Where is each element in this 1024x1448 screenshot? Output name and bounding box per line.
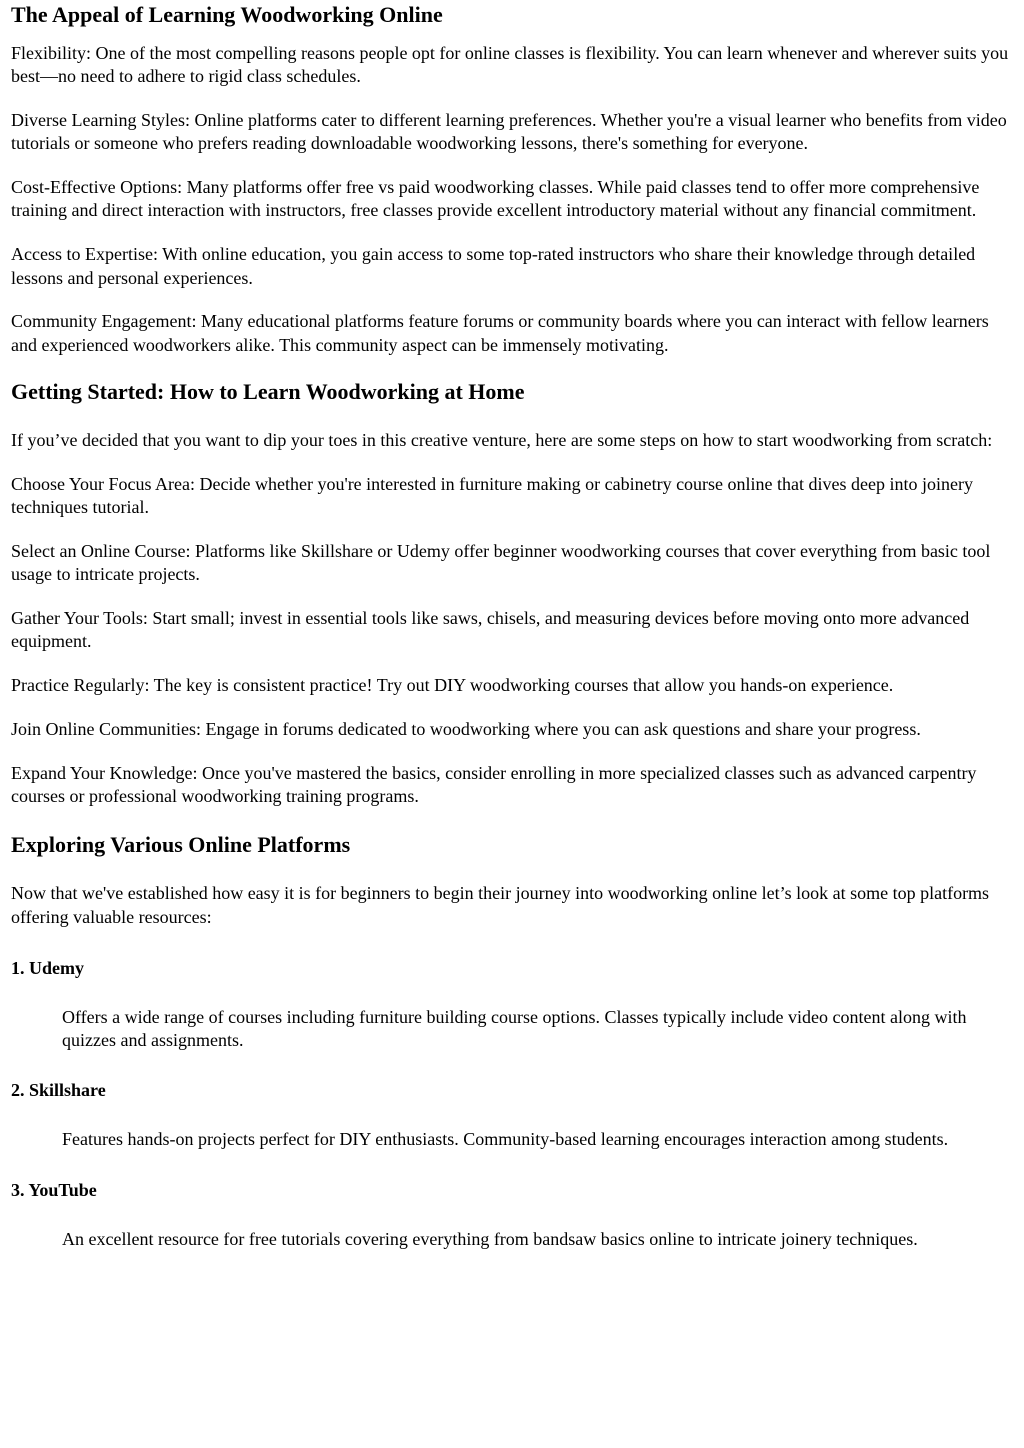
platform-title-skillshare: 2. Skillshare	[11, 1080, 106, 1101]
heading-appeal: The Appeal of Learning Woodworking Online	[11, 2, 443, 27]
paragraph-focus-area: Choose Your Focus Area: Decide whether you're interested in furniture making or cabinetry course online that dives deep into joinery techniques tutorial.	[11, 473, 973, 518]
paragraph-learning-styles: Diverse Learning Styles: Online platforms cater to different learning preferences. Whether you're a visual learner who benefits from video tutorials or someone who prefers reading downloadable woodworking lessons, there's something for everyone.	[11, 110, 1007, 154]
paragraph-intro-steps: If you’ve decided that you want to dip your toes in this creative venture, here are some steps on how to start woodworking from scratch:	[11, 429, 993, 450]
platform-title-youtube: 3. YouTube	[11, 1179, 97, 1200]
article	[0, 2, 1024, 1251]
paragraph-online-course: Select an Online Course: Platforms like Skillshare or Udemy offer beginner woodworking courses that cover everything from basic tool usage to intricate projects.	[11, 540, 991, 585]
paragraph-community: Community Engagement: Many educational platforms feature forums or community boards where you can interact with fellow learners and experienced woodworkers alike. This community aspect can be immensely motivating.	[11, 311, 989, 355]
platform-title-udemy: 1. Udemy	[11, 957, 84, 978]
paragraph-expand-knowledge: Expand Your Knowledge: Once you've mastered the basics, consider enrolling in more specialized classes such as advanced carpentry courses or professional woodworking training programs.	[11, 762, 977, 806]
platform-description-udemy: Offers a wide range of courses including furniture building course options. Classes typically include video content along with quizzes and assignments.	[62, 1006, 967, 1051]
platform-description-youtube: An excellent resource for free tutorials covering everything from bandsaw basics online to intricate joinery techniques.	[62, 1228, 918, 1249]
heading-getting-started: Getting Started: How to Learn Woodworking at Home	[11, 378, 525, 404]
paragraph-practice: Practice Regularly: The key is consistent practice! Try out DIY woodworking courses that allow you hands-on experience.	[11, 675, 894, 696]
platform-description-skillshare: Features hands-on projects perfect for DIY enthusiasts. Community-based learning encourages interaction among students.	[62, 1129, 949, 1150]
paragraph-flexibility: Flexibility: One of the most compelling reasons people opt for online classes is flexibility. You can learn whenever and wherever suits you best—no need to adhere to rigid class schedules.	[11, 43, 1009, 87]
paragraph-cost-effective: Cost-Effective Options: Many platforms offer free vs paid woodworking classes. While paid classes tend to offer more comprehensive training and direct interaction with instructors, free classes provide excellent introductory material without any financial commitment.	[11, 177, 980, 221]
paragraph-expertise: Access to Expertise: With online education, you gain access to some top-rated instructors who share their knowledge through detailed lessons and personal experiences.	[11, 244, 976, 288]
heading-platforms: Exploring Various Online Platforms	[11, 832, 351, 858]
paragraph-tools: Gather Your Tools: Start small; invest in essential tools like saws, chisels, and measuring devices before moving onto more advanced equipment.	[11, 607, 970, 652]
paragraph-platforms-intro: Now that we've established how easy it is for beginners to begin their journey into woodworking online let’s look at some top platforms offering valuable resources:	[11, 883, 990, 927]
paragraph-communities: Join Online Communities: Engage in forums dedicated to woodworking where you can ask questions and share your progress.	[11, 718, 921, 739]
